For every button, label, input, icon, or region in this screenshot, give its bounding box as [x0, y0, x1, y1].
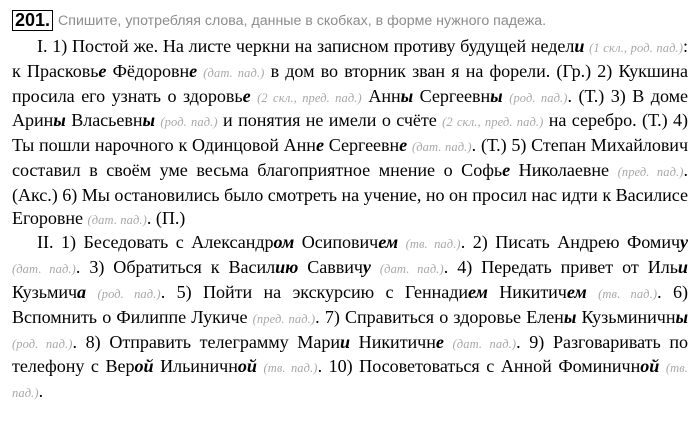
case-hint: (род. пад.)	[160, 115, 218, 130]
ending-highlight: и	[574, 36, 585, 56]
text-segment: . 10) Посоветоваться с Анной Фоминичн	[317, 356, 641, 377]
ending-highlight: е	[315, 135, 324, 156]
text-segment: Кузьминичн	[576, 306, 676, 327]
ending-highlight: ы	[490, 85, 503, 106]
text-segment	[444, 332, 453, 352]
ending-highlight: и	[677, 257, 688, 278]
text-segment: и понятия не имели о счёте	[217, 110, 443, 131]
text-segment	[659, 356, 666, 376]
text-segment: Николаевне	[510, 159, 618, 180]
ending-highlight: ой	[237, 356, 257, 377]
case-hint: (дат. пад.)	[12, 262, 76, 277]
text-segment: . 2) Писать Андрею Фомич	[460, 232, 681, 253]
text-segment	[587, 282, 598, 302]
text-segment: . 6) Вспомнить о Филиппе Лукиче	[12, 281, 688, 327]
ending-highlight: ы	[53, 110, 66, 131]
text-segment: Сергеевн	[413, 85, 491, 106]
case-hint: (2 скл., пред. пад.)	[257, 90, 362, 105]
case-hint: (тв. пад.)	[598, 286, 658, 301]
text-segment: . (П.)	[146, 207, 186, 228]
ending-highlight: ы	[400, 85, 414, 106]
ending-highlight: ем	[566, 281, 587, 302]
case-hint: (2 скл., пред. пад.)	[442, 115, 544, 130]
text-segment: . 9) Разговаривать по телефону с Вер	[12, 331, 688, 377]
text-segment: Кузьмич	[12, 281, 78, 302]
ending-highlight: е	[502, 159, 511, 180]
ending-highlight: у	[362, 257, 371, 278]
ending-highlight: ом	[273, 232, 295, 253]
exercise-number: 201.	[12, 10, 53, 31]
text-segment: Власьевн	[65, 110, 143, 131]
exercise-instruction: Спишите, употребляя слова, данные в скобках, в форме нужного падежа.	[58, 13, 547, 29]
ending-highlight: ию	[275, 257, 299, 278]
ending-highlight: е	[98, 60, 107, 81]
case-hint: (пред. пад.)	[252, 311, 316, 326]
text-segment: Ильиничн	[153, 356, 238, 377]
ending-highlight: и	[339, 331, 350, 352]
text-segment: . 5) Пойти на экскурсию с Геннади	[160, 281, 468, 302]
text-segment: : к Прасковь	[12, 36, 688, 81]
text-segment: Никитич	[487, 281, 567, 302]
case-hint: (род. пад.)	[97, 286, 161, 301]
text-segment: на серебро. (Т.) 4) Ты пошли нарочного к Одинцовой Анн	[12, 110, 688, 156]
case-hint: (пред. пад.)	[617, 164, 684, 179]
ending-highlight: е	[189, 60, 198, 81]
case-hint: (дат. пад.)	[452, 336, 517, 351]
ending-highlight: ы	[142, 110, 155, 131]
text-segment: Анн	[361, 85, 401, 106]
text-segment: Саввич	[298, 257, 363, 278]
case-hint: (род. пад.)	[12, 336, 73, 351]
text-segment: . 4) Передать привет от Иль	[443, 257, 678, 278]
ending-highlight: ем	[467, 281, 488, 302]
text-segment: I. 1) Постой же. На листе черкни на записном противу будущей недел	[37, 36, 575, 56]
text-segment: Осипович	[294, 232, 379, 253]
case-hint: (дат. пад.)	[411, 140, 472, 155]
text-segment: Никитичн	[349, 331, 436, 352]
ending-highlight: а	[77, 281, 87, 302]
case-hint: (дат. пад.)	[379, 262, 444, 277]
case-hint: (дат. пад.)	[203, 65, 265, 80]
text-segment: .	[38, 381, 44, 402]
text-segment: Фёдоровн	[106, 60, 190, 81]
exercise-paragraph-part-1	[12, 35, 688, 231]
case-hint: (дат. пад.)	[87, 212, 147, 227]
ending-highlight: ы	[563, 306, 577, 327]
text-segment: Сергеевн	[323, 135, 400, 156]
ending-highlight: ой	[134, 356, 154, 377]
text-segment: . 8) Отправить телеграмму Мари	[72, 331, 340, 352]
case-hint: (тв. пад.)	[12, 361, 688, 401]
text-segment: II. 1) Беседовать с Александр	[37, 232, 274, 253]
text-segment	[398, 232, 406, 252]
case-hint: (тв. пад.)	[405, 237, 461, 252]
text-segment: в дом во вторник зван я на форели. (Гр.) 2) Кукшина просила его узнать о здоровь	[12, 60, 688, 106]
ending-highlight: у	[680, 232, 688, 253]
text-segment: . 7) Справиться о здоровье Елен	[315, 306, 564, 327]
text-segment: . (Акс.) 6) Мы остановились было смотреть на учение, но он просил нас идти к Василисе Егоровне	[12, 159, 688, 228]
ending-highlight: ем	[378, 232, 399, 253]
text-segment: . 3) Обратиться к Васил	[75, 257, 276, 278]
ending-highlight: ой	[640, 356, 660, 377]
ending-highlight: ы	[675, 306, 688, 327]
case-hint: (1 скл., род. пад.)	[589, 41, 684, 55]
text-segment: . (Т.) 5) Степан Михайлович составил в своём уме весьма благоприятное мнение о Софь	[12, 135, 688, 180]
ending-highlight: е	[435, 331, 444, 352]
text-segment	[371, 257, 380, 277]
case-hint: (род. пад.)	[509, 90, 568, 105]
exercise-body	[12, 35, 688, 405]
exercise-header	[12, 9, 688, 33]
ending-highlight: е	[242, 85, 251, 106]
text-segment	[86, 282, 97, 302]
ending-highlight: е	[399, 135, 408, 156]
exercise-paragraph-part-2	[12, 231, 688, 405]
text-segment: . (Т.) 3) В доме Арин	[12, 85, 688, 131]
case-hint: (тв. пад.)	[263, 361, 318, 376]
